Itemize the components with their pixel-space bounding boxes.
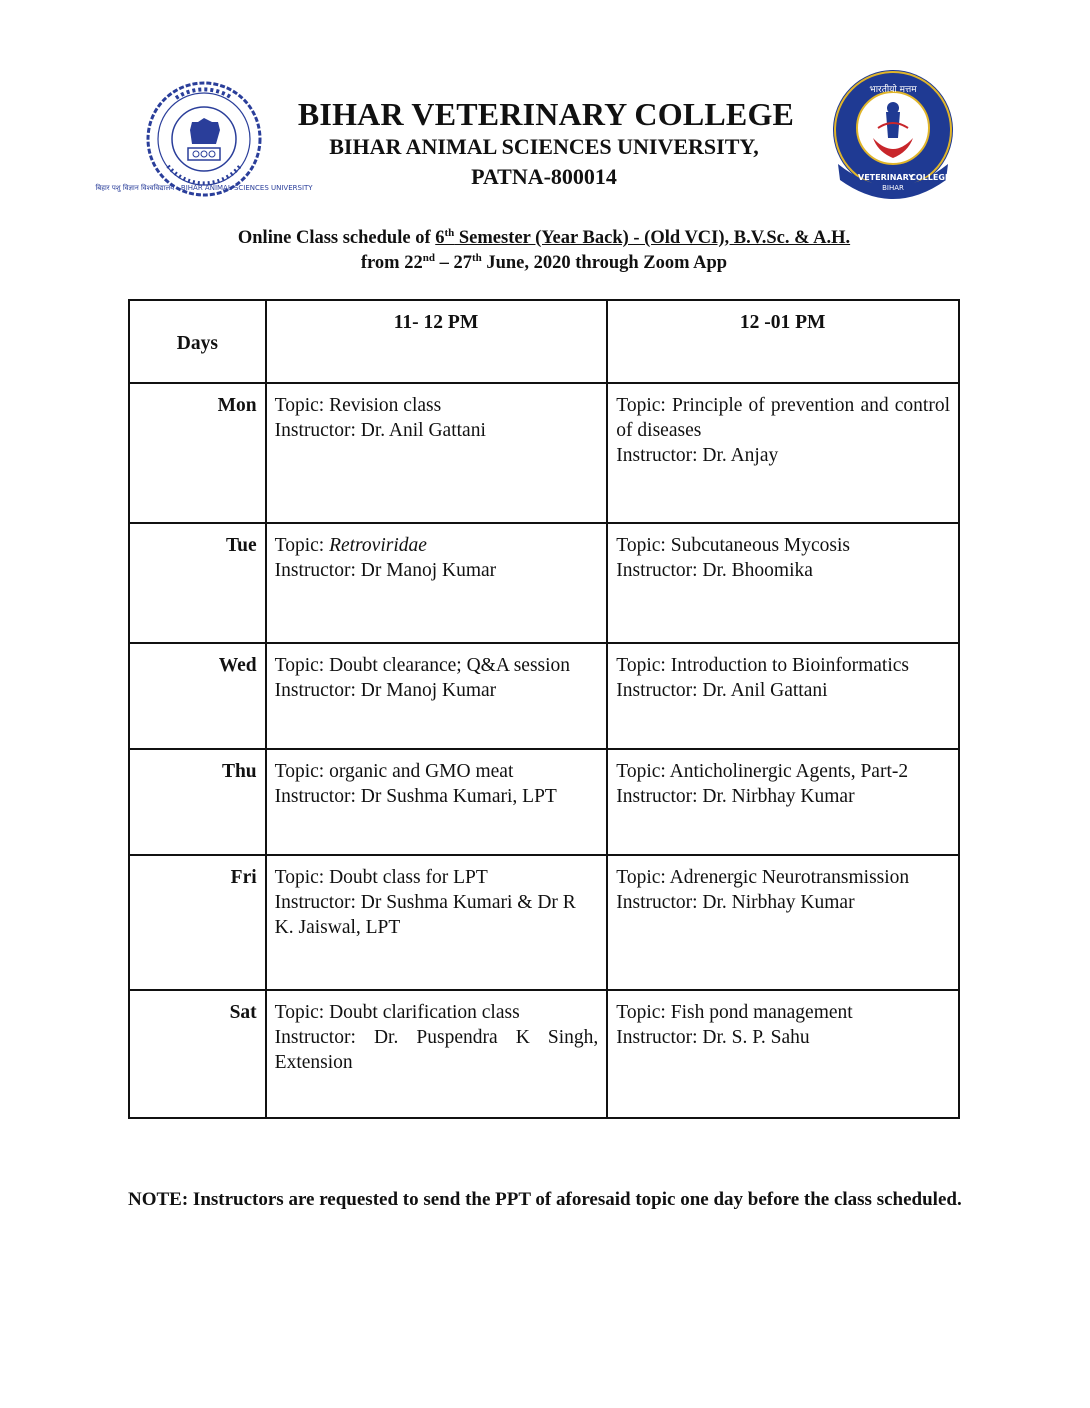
- topic-text: Subcutaneous Mycosis: [670, 535, 850, 556]
- date-from: from 22: [360, 253, 423, 273]
- instructor-text: Instructor: Dr Sushma Kumari, LPT: [274, 786, 557, 807]
- slot1-cell: [266, 990, 608, 1118]
- header-slot-2: 12 -01 PM: [607, 300, 959, 383]
- seal-text-mid: BIHAR: [882, 184, 904, 192]
- instructor-text: Instructor: Dr. Nirbhay Kumar: [616, 786, 855, 807]
- header-days: Days: [129, 300, 266, 383]
- date-to: – 27: [434, 253, 472, 273]
- table-row: [129, 990, 959, 1118]
- topic-label: Topic:: [274, 655, 330, 676]
- instructor-text: Instructor: Dr Manoj Kumar: [274, 680, 497, 701]
- table-row: [129, 383, 959, 523]
- instructor-text: Instructor: Dr. Anil Gattani: [616, 680, 828, 701]
- topic-text: Doubt clarification class: [329, 1002, 520, 1023]
- instructor-text: Instructor: Dr Sushma Kumari & Dr R K. Jaiswal, LPT: [274, 892, 576, 938]
- table-row: [129, 643, 959, 749]
- seal-text-left: VETERINARY: [858, 173, 915, 182]
- instructor-text: Instructor: Dr. Anjay: [616, 445, 779, 466]
- topic-label: Topic:: [616, 761, 670, 782]
- schedule-title-line2: [0, 253, 1088, 274]
- day-cell: Wed: [129, 643, 266, 749]
- topic-label: Topic:: [274, 535, 330, 556]
- topic-label: Topic:: [274, 395, 330, 416]
- college-name: BIHAR VETERINARY COLLEGE: [297, 96, 795, 132]
- topic-text: organic and GMO meat: [329, 761, 514, 782]
- table-header-row: [129, 300, 959, 383]
- schedule-title-line1: [0, 228, 1088, 249]
- instructor-text: Instructor: Dr. S. P. Sahu: [616, 1027, 810, 1048]
- instructor-text: Instructor: Dr. Puspendra K Singh, Extension: [274, 1027, 599, 1073]
- topic-label: Topic:: [616, 535, 671, 556]
- topic-label: Topic:: [616, 867, 670, 888]
- slot1-cell: [266, 643, 608, 749]
- day-cell: Fri: [129, 855, 266, 990]
- day-cell: Thu: [129, 749, 266, 855]
- topic-label: Topic:: [274, 867, 330, 888]
- topic-label: Topic:: [616, 655, 671, 676]
- topic-text: Adrenergic Neurotransmission: [669, 867, 910, 888]
- city-pin: PATNA-800014: [471, 164, 617, 189]
- table-row: [129, 523, 959, 643]
- topic-label: Topic:: [616, 395, 672, 416]
- slot2-cell: [607, 749, 959, 855]
- title-prefix: Online Class schedule of: [237, 228, 436, 248]
- instructor-note: NOTE: Instructors are requested to send the PPT of aforesaid topic one day before the class scheduled.: [128, 1189, 962, 1210]
- instructor-text: Instructor: Dr. Anil Gattani: [274, 420, 486, 441]
- date-rest: June, 2020 through Zoom App: [481, 253, 728, 273]
- university-name: BIHAR ANIMAL SCIENCES UNIVERSITY,: [329, 134, 759, 159]
- semester-suffix: th: [444, 226, 455, 239]
- topic-label: Topic:: [274, 761, 330, 782]
- slot1-cell: [266, 749, 608, 855]
- semester-number: 6: [435, 228, 445, 248]
- day-cell: Tue: [129, 523, 266, 643]
- instructor-text: Instructor: Dr Manoj Kumar: [274, 560, 497, 581]
- topic-text: Retroviridae: [329, 535, 427, 556]
- slot2-cell: [607, 383, 959, 523]
- header-slot-1: 11- 12 PM: [266, 300, 608, 383]
- slot2-cell: [607, 643, 959, 749]
- topic-text: Anticholinergic Agents, Part-2: [669, 761, 909, 782]
- instructor-text: Instructor: Dr. Bhoomika: [616, 560, 813, 581]
- topic-text: Revision class: [329, 395, 442, 416]
- table-row: [129, 749, 959, 855]
- title-underlined: [435, 228, 850, 248]
- table-row: [129, 855, 959, 990]
- seal-top-text: भारतीयो मत्तम: [869, 85, 917, 95]
- slot2-cell: [607, 855, 959, 990]
- day-cell: Mon: [129, 383, 266, 523]
- day-cell: Sat: [129, 990, 266, 1118]
- slot1-cell: [266, 383, 608, 523]
- slot1-cell: [266, 523, 608, 643]
- seal-text-right: COLLEGE: [910, 173, 951, 182]
- topic-text: Introduction to Bioinformatics: [670, 655, 910, 676]
- topic-text: Principle of prevention and control of diseases: [616, 395, 950, 441]
- instructor-text: Instructor: Dr. Nirbhay Kumar: [616, 892, 855, 913]
- topic-text: Doubt clearance; Q&A session: [329, 655, 571, 676]
- topic-text: Fish pond management: [670, 1002, 853, 1023]
- topic-label: Topic:: [274, 1002, 330, 1023]
- date-from-suffix: nd: [422, 251, 435, 264]
- schedule-table: [128, 299, 960, 1119]
- date-to-suffix: th: [471, 251, 482, 264]
- topic-text: Doubt class for LPT: [329, 867, 488, 888]
- left-logo-text: बिहार पशु विज्ञान विश्वविद्यालय · BIHAR ANIMAL SCIENCES UNIVERSITY: [95, 184, 313, 192]
- slot2-cell: [607, 523, 959, 643]
- slot2-cell: [607, 990, 959, 1118]
- slot1-cell: [266, 855, 608, 990]
- topic-label: Topic:: [616, 1002, 671, 1023]
- semester-desc: Semester (Year Back) - (Old VCI), B.V.Sc. & A.H.: [454, 228, 851, 248]
